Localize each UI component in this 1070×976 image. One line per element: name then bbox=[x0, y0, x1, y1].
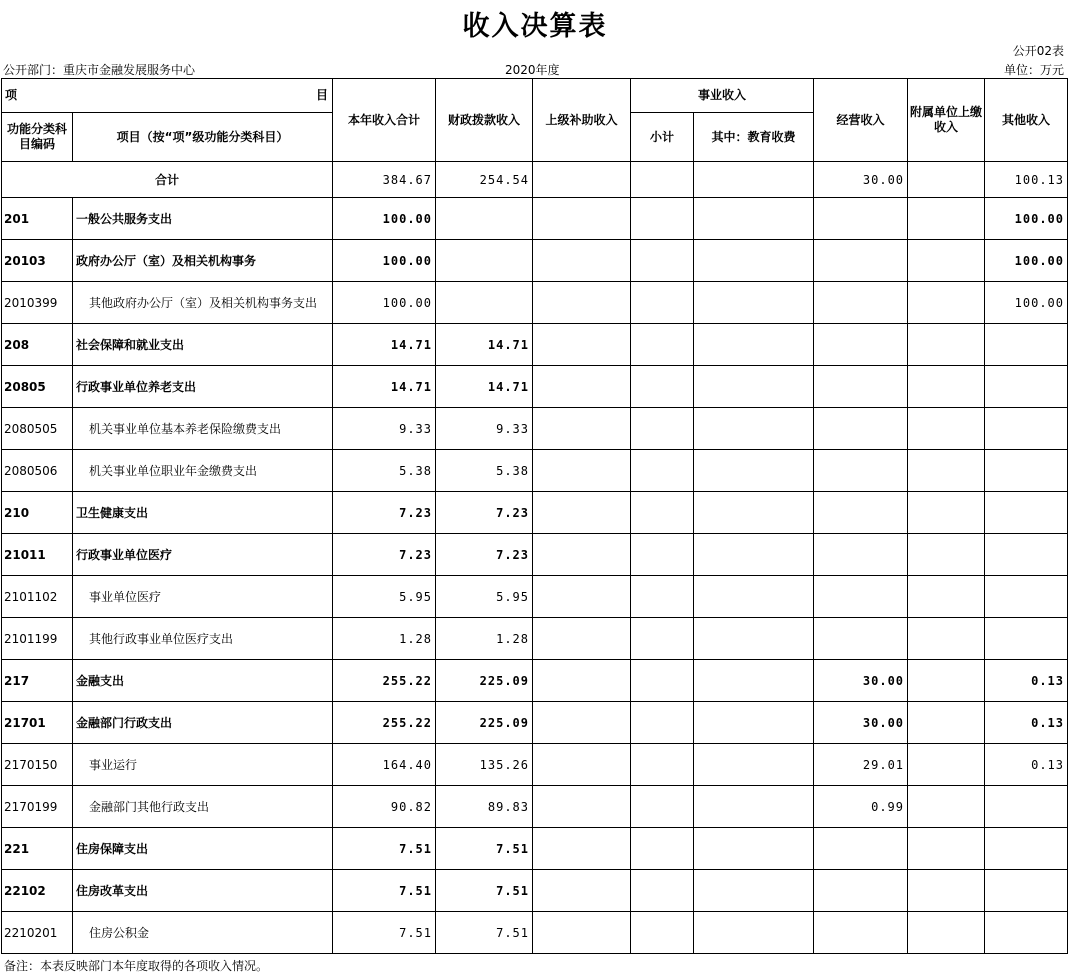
form-number: 公开02表 bbox=[1012, 44, 1064, 58]
other-cell bbox=[985, 450, 1068, 492]
education-fee-cell bbox=[694, 240, 814, 282]
table-row bbox=[2, 240, 1068, 282]
code-cell: 2010399 bbox=[2, 282, 73, 324]
fiscal-cell: 225.09 bbox=[436, 660, 533, 702]
business-subtotal-cell bbox=[631, 450, 694, 492]
affiliated-cell bbox=[908, 786, 985, 828]
item-header-left: 项 bbox=[5, 88, 18, 102]
code-cell: 20805 bbox=[2, 366, 73, 408]
table-row bbox=[2, 282, 1068, 324]
fiscal-cell: 5.38 bbox=[436, 450, 533, 492]
business-subtotal-cell bbox=[631, 240, 694, 282]
business-subtotal-cell bbox=[631, 786, 694, 828]
year-label: 2020年度 bbox=[505, 63, 560, 77]
table-row bbox=[2, 912, 1068, 954]
code-cell: 21701 bbox=[2, 702, 73, 744]
page-title: 收入决算表 bbox=[462, 11, 608, 42]
superior-cell bbox=[533, 408, 631, 450]
fiscal-cell: 7.51 bbox=[436, 828, 533, 870]
name-cell: 住房改革支出 bbox=[73, 870, 333, 912]
operating-cell bbox=[814, 324, 908, 366]
total-income-cell: 7.23 bbox=[333, 492, 436, 534]
unit-label: 单位：万元 bbox=[1003, 63, 1064, 77]
operating-cell: 30.00 bbox=[814, 702, 908, 744]
income-table bbox=[1, 78, 1068, 954]
affiliated-cell bbox=[908, 576, 985, 618]
superior-cell bbox=[533, 576, 631, 618]
table-row bbox=[2, 702, 1068, 744]
business-subtotal-cell bbox=[631, 870, 694, 912]
affiliated-cell bbox=[908, 324, 985, 366]
operating-cell: 29.01 bbox=[814, 744, 908, 786]
table-row bbox=[2, 618, 1068, 660]
superior-cell bbox=[533, 282, 631, 324]
operating-cell bbox=[814, 576, 908, 618]
total-income-cell: 7.51 bbox=[333, 870, 436, 912]
other-cell bbox=[985, 492, 1068, 534]
education-fee-cell bbox=[694, 828, 814, 870]
other-cell bbox=[985, 534, 1068, 576]
other-cell bbox=[985, 870, 1068, 912]
table-row bbox=[2, 870, 1068, 912]
table-row bbox=[2, 198, 1068, 240]
business-subtotal-cell bbox=[631, 618, 694, 660]
superior-cell bbox=[533, 492, 631, 534]
name-cell: 行政事业单位医疗 bbox=[73, 534, 333, 576]
meta-row bbox=[0, 61, 1070, 77]
other-cell bbox=[985, 576, 1068, 618]
operating-header: 经营收入 bbox=[814, 79, 908, 162]
superior-cell bbox=[533, 450, 631, 492]
business-subtotal-cell bbox=[631, 576, 694, 618]
total-income-cell: 14.71 bbox=[333, 366, 436, 408]
name-cell: 行政事业单位养老支出 bbox=[73, 366, 333, 408]
department-label: 公开部门：重庆市金融发展服务中心 bbox=[3, 63, 196, 77]
fiscal-cell bbox=[436, 240, 533, 282]
table-row bbox=[2, 324, 1068, 366]
total-income-cell: 7.51 bbox=[333, 828, 436, 870]
education-fee-cell bbox=[694, 618, 814, 660]
affiliated-cell bbox=[908, 240, 985, 282]
code-cell: 2080505 bbox=[2, 408, 73, 450]
affiliated-cell bbox=[908, 828, 985, 870]
superior-cell bbox=[533, 198, 631, 240]
total-income-cell: 384.67 bbox=[333, 162, 436, 198]
other-cell: 0.13 bbox=[985, 660, 1068, 702]
business-subtotal-cell bbox=[631, 702, 694, 744]
other-cell bbox=[985, 912, 1068, 954]
business-header: 事业收入 bbox=[631, 79, 814, 113]
name-cell: 事业单位医疗 bbox=[73, 576, 333, 618]
superior-cell bbox=[533, 534, 631, 576]
superior-cell bbox=[533, 870, 631, 912]
superior-header: 上级补助收入 bbox=[533, 79, 631, 162]
business-subtotal-cell bbox=[631, 282, 694, 324]
fiscal-cell: 7.51 bbox=[436, 870, 533, 912]
affiliated-cell bbox=[908, 198, 985, 240]
code-cell: 2210201 bbox=[2, 912, 73, 954]
header-row-1 bbox=[2, 79, 1068, 113]
fiscal-cell: 14.71 bbox=[436, 324, 533, 366]
table-row bbox=[2, 828, 1068, 870]
total-income-cell: 5.95 bbox=[333, 576, 436, 618]
affiliated-cell bbox=[908, 618, 985, 660]
item-header bbox=[2, 79, 333, 113]
total-income-cell: 1.28 bbox=[333, 618, 436, 660]
total-income-cell: 9.33 bbox=[333, 408, 436, 450]
total-income-cell: 164.40 bbox=[333, 744, 436, 786]
education-fee-cell bbox=[694, 408, 814, 450]
name-cell: 住房公积金 bbox=[73, 912, 333, 954]
table-row bbox=[2, 408, 1068, 450]
fiscal-cell bbox=[436, 282, 533, 324]
total-affiliated-cell bbox=[908, 162, 985, 198]
name-cell: 金融支出 bbox=[73, 660, 333, 702]
affiliated-cell bbox=[908, 366, 985, 408]
total-income-cell: 255.22 bbox=[333, 660, 436, 702]
education-fee-cell bbox=[694, 534, 814, 576]
code-cell: 208 bbox=[2, 324, 73, 366]
code-cell: 201 bbox=[2, 198, 73, 240]
business-subtotal-cell bbox=[631, 324, 694, 366]
fiscal-cell: 7.23 bbox=[436, 492, 533, 534]
total-income-cell: 100.00 bbox=[333, 240, 436, 282]
affiliated-cell bbox=[908, 660, 985, 702]
table-row bbox=[2, 744, 1068, 786]
total-fiscal-cell: 254.54 bbox=[436, 162, 533, 198]
operating-cell: 0.99 bbox=[814, 786, 908, 828]
code-cell: 21011 bbox=[2, 534, 73, 576]
name-cell: 机关事业单位职业年金缴费支出 bbox=[73, 450, 333, 492]
total-income-cell: 7.23 bbox=[333, 534, 436, 576]
superior-cell bbox=[533, 702, 631, 744]
other-cell bbox=[985, 618, 1068, 660]
education-fee-cell bbox=[694, 786, 814, 828]
business-subtotal-cell bbox=[631, 828, 694, 870]
business-subtotal-cell bbox=[631, 744, 694, 786]
operating-cell bbox=[814, 912, 908, 954]
education-fee-cell bbox=[694, 282, 814, 324]
education-fee-cell bbox=[694, 198, 814, 240]
operating-cell bbox=[814, 492, 908, 534]
other-cell: 100.00 bbox=[985, 240, 1068, 282]
business-subtotal-cell bbox=[631, 534, 694, 576]
affiliated-cell bbox=[908, 912, 985, 954]
code-cell: 2170199 bbox=[2, 786, 73, 828]
table-row bbox=[2, 576, 1068, 618]
name-header: 项目（按“项”级功能分类科目） bbox=[73, 113, 333, 162]
table-row bbox=[2, 534, 1068, 576]
education-fee-cell bbox=[694, 576, 814, 618]
total-income-cell: 7.51 bbox=[333, 912, 436, 954]
other-cell bbox=[985, 324, 1068, 366]
affiliated-cell bbox=[908, 492, 985, 534]
total-income-header: 本年收入合计 bbox=[333, 79, 436, 162]
affiliated-header: 附属单位上缴收入 bbox=[908, 79, 985, 162]
education-fee-cell bbox=[694, 870, 814, 912]
code-cell: 2101102 bbox=[2, 576, 73, 618]
superior-cell bbox=[533, 786, 631, 828]
business-subtotal-cell bbox=[631, 198, 694, 240]
operating-cell bbox=[814, 282, 908, 324]
name-cell: 住房保障支出 bbox=[73, 828, 333, 870]
total-superior-cell bbox=[533, 162, 631, 198]
fiscal-cell bbox=[436, 198, 533, 240]
code-cell: 2080506 bbox=[2, 450, 73, 492]
superior-cell bbox=[533, 366, 631, 408]
code-cell: 210 bbox=[2, 492, 73, 534]
name-cell: 卫生健康支出 bbox=[73, 492, 333, 534]
business-subtotal-cell bbox=[631, 408, 694, 450]
table-row bbox=[2, 660, 1068, 702]
operating-cell bbox=[814, 828, 908, 870]
total-income-cell: 255.22 bbox=[333, 702, 436, 744]
table-row bbox=[2, 492, 1068, 534]
other-cell: 0.13 bbox=[985, 744, 1068, 786]
total-subtotal-cell bbox=[631, 162, 694, 198]
total-income-cell: 100.00 bbox=[333, 282, 436, 324]
table-row bbox=[2, 786, 1068, 828]
name-cell: 社会保障和就业支出 bbox=[73, 324, 333, 366]
operating-cell bbox=[814, 534, 908, 576]
other-cell: 0.13 bbox=[985, 702, 1068, 744]
name-cell: 金融部门行政支出 bbox=[73, 702, 333, 744]
business-subtotal-cell bbox=[631, 492, 694, 534]
name-cell: 其他政府办公厅（室）及相关机构事务支出 bbox=[73, 282, 333, 324]
item-header-right: 目 bbox=[315, 88, 328, 102]
total-income-cell: 5.38 bbox=[333, 450, 436, 492]
name-cell: 政府办公厅（室）及相关机构事务 bbox=[73, 240, 333, 282]
operating-cell bbox=[814, 618, 908, 660]
operating-cell bbox=[814, 870, 908, 912]
superior-cell bbox=[533, 324, 631, 366]
education-fee-cell bbox=[694, 450, 814, 492]
total-label: 合计 bbox=[2, 162, 333, 198]
total-operating-cell: 30.00 bbox=[814, 162, 908, 198]
education-fee-cell bbox=[694, 912, 814, 954]
total-income-cell: 14.71 bbox=[333, 324, 436, 366]
business-subtotal-cell bbox=[631, 660, 694, 702]
education-fee-cell bbox=[694, 660, 814, 702]
code-cell: 2170150 bbox=[2, 744, 73, 786]
superior-cell bbox=[533, 240, 631, 282]
code-cell: 2101199 bbox=[2, 618, 73, 660]
fiscal-header: 财政拨款收入 bbox=[436, 79, 533, 162]
affiliated-cell bbox=[908, 744, 985, 786]
fiscal-cell: 225.09 bbox=[436, 702, 533, 744]
fiscal-cell: 1.28 bbox=[436, 618, 533, 660]
fiscal-cell: 5.95 bbox=[436, 576, 533, 618]
education-fee-cell bbox=[694, 492, 814, 534]
other-cell bbox=[985, 366, 1068, 408]
fiscal-cell: 14.71 bbox=[436, 366, 533, 408]
subtotal-header: 小计 bbox=[631, 113, 694, 162]
affiliated-cell bbox=[908, 450, 985, 492]
code-cell: 217 bbox=[2, 660, 73, 702]
other-cell bbox=[985, 786, 1068, 828]
footnote: 备注：本表反映部门本年度取得的各项收入情况。 bbox=[4, 959, 269, 973]
fiscal-cell: 7.23 bbox=[436, 534, 533, 576]
operating-cell bbox=[814, 408, 908, 450]
education-header: 其中：教育收费 bbox=[694, 113, 814, 162]
name-cell: 一般公共服务支出 bbox=[73, 198, 333, 240]
education-fee-cell bbox=[694, 366, 814, 408]
name-cell: 机关事业单位基本养老保险缴费支出 bbox=[73, 408, 333, 450]
fiscal-cell: 7.51 bbox=[436, 912, 533, 954]
name-cell: 金融部门其他行政支出 bbox=[73, 786, 333, 828]
operating-cell bbox=[814, 198, 908, 240]
fiscal-cell: 9.33 bbox=[436, 408, 533, 450]
fiscal-cell: 135.26 bbox=[436, 744, 533, 786]
other-cell: 100.00 bbox=[985, 198, 1068, 240]
affiliated-cell bbox=[908, 282, 985, 324]
affiliated-cell bbox=[908, 408, 985, 450]
code-cell: 221 bbox=[2, 828, 73, 870]
total-other-cell: 100.13 bbox=[985, 162, 1068, 198]
affiliated-cell bbox=[908, 870, 985, 912]
education-fee-cell bbox=[694, 324, 814, 366]
table-row bbox=[2, 450, 1068, 492]
total-row bbox=[2, 162, 1068, 198]
affiliated-cell bbox=[908, 702, 985, 744]
operating-cell bbox=[814, 450, 908, 492]
affiliated-cell bbox=[908, 534, 985, 576]
business-subtotal-cell bbox=[631, 912, 694, 954]
name-cell: 其他行政事业单位医疗支出 bbox=[73, 618, 333, 660]
total-education-cell bbox=[694, 162, 814, 198]
superior-cell bbox=[533, 660, 631, 702]
code-cell: 22102 bbox=[2, 870, 73, 912]
operating-cell bbox=[814, 366, 908, 408]
other-header: 其他收入 bbox=[985, 79, 1068, 162]
total-income-cell: 90.82 bbox=[333, 786, 436, 828]
code-header: 功能分类科目编码 bbox=[2, 113, 73, 162]
code-cell: 20103 bbox=[2, 240, 73, 282]
superior-cell bbox=[533, 912, 631, 954]
name-cell: 事业运行 bbox=[73, 744, 333, 786]
other-cell: 100.00 bbox=[985, 282, 1068, 324]
education-fee-cell bbox=[694, 744, 814, 786]
superior-cell bbox=[533, 744, 631, 786]
education-fee-cell bbox=[694, 702, 814, 744]
table-row bbox=[2, 366, 1068, 408]
other-cell bbox=[985, 408, 1068, 450]
total-income-cell: 100.00 bbox=[333, 198, 436, 240]
business-subtotal-cell bbox=[631, 366, 694, 408]
fiscal-cell: 89.83 bbox=[436, 786, 533, 828]
operating-cell bbox=[814, 240, 908, 282]
superior-cell bbox=[533, 618, 631, 660]
other-cell bbox=[985, 828, 1068, 870]
superior-cell bbox=[533, 828, 631, 870]
operating-cell: 30.00 bbox=[814, 660, 908, 702]
